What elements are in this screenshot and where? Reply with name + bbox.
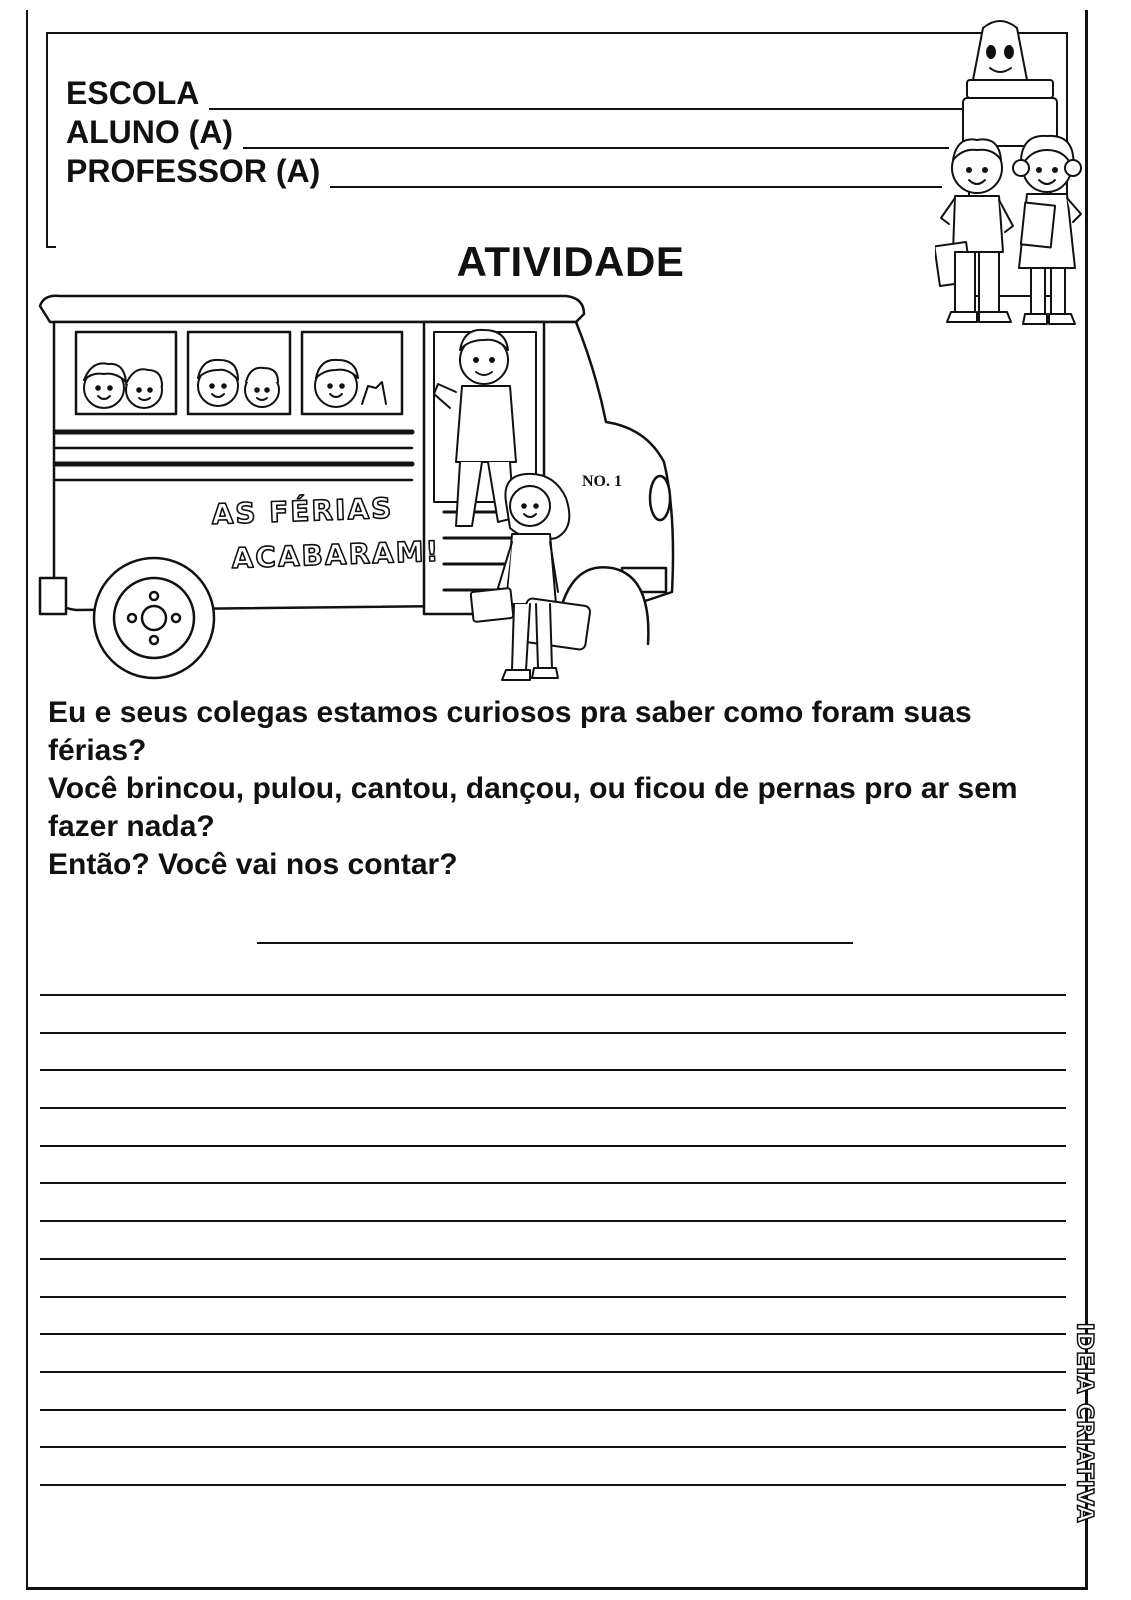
watermark-text: IDEIA CRIATIVA [1071, 1322, 1097, 1524]
bus-slogan-line1: AS FÉRIAS [211, 491, 394, 531]
watermark [1068, 1288, 1100, 1558]
bus-slogan-line2: ACABARAM! [231, 534, 441, 575]
writing-line[interactable] [40, 1069, 1066, 1107]
writing-line[interactable] [40, 1182, 1066, 1220]
activity-prompt [48, 694, 1058, 884]
writing-line[interactable] [40, 1409, 1066, 1447]
prompt-line-1: Eu e seus colegas estamos curiosos pra saber como foram suas férias? [48, 696, 972, 767]
escola-label: ESCOLA [66, 75, 200, 111]
aluno-line[interactable] [243, 119, 949, 149]
writing-line[interactable] [40, 1446, 1066, 1484]
writing-line[interactable] [40, 1484, 1066, 1522]
school-bus-illustration [36, 292, 676, 696]
professor-label: PROFESSOR (A) [66, 153, 321, 189]
writing-line[interactable] [40, 1258, 1066, 1296]
story-title-line[interactable] [257, 942, 853, 944]
writing-line[interactable] [40, 1371, 1066, 1409]
prompt-line-2: Você brincou, pulou, cantou, dançou, ou ficou de pernas pro ar sem fazer nada? [48, 772, 1018, 843]
escola-field [66, 76, 969, 110]
writing-line[interactable] [40, 1145, 1066, 1183]
writing-line[interactable] [40, 1107, 1066, 1145]
prompt-line-3: Então? Você vai nos contar? [48, 848, 458, 881]
writing-lines [40, 994, 1066, 1522]
professor-line[interactable] [330, 158, 942, 188]
escola-line[interactable] [209, 80, 969, 110]
aluno-field [66, 115, 949, 149]
writing-line[interactable] [40, 1032, 1066, 1070]
writing-line[interactable] [40, 1333, 1066, 1371]
writing-line[interactable] [40, 1296, 1066, 1334]
bus-number: NO. 1 [582, 473, 622, 490]
pencil-kids-illustration [935, 18, 1085, 336]
aluno-label: ALUNO (A) [66, 114, 234, 150]
page-title: ATIVIDADE [456, 238, 685, 285]
professor-field [66, 154, 942, 188]
writing-line[interactable] [40, 1220, 1066, 1258]
writing-line[interactable] [40, 994, 1066, 1032]
